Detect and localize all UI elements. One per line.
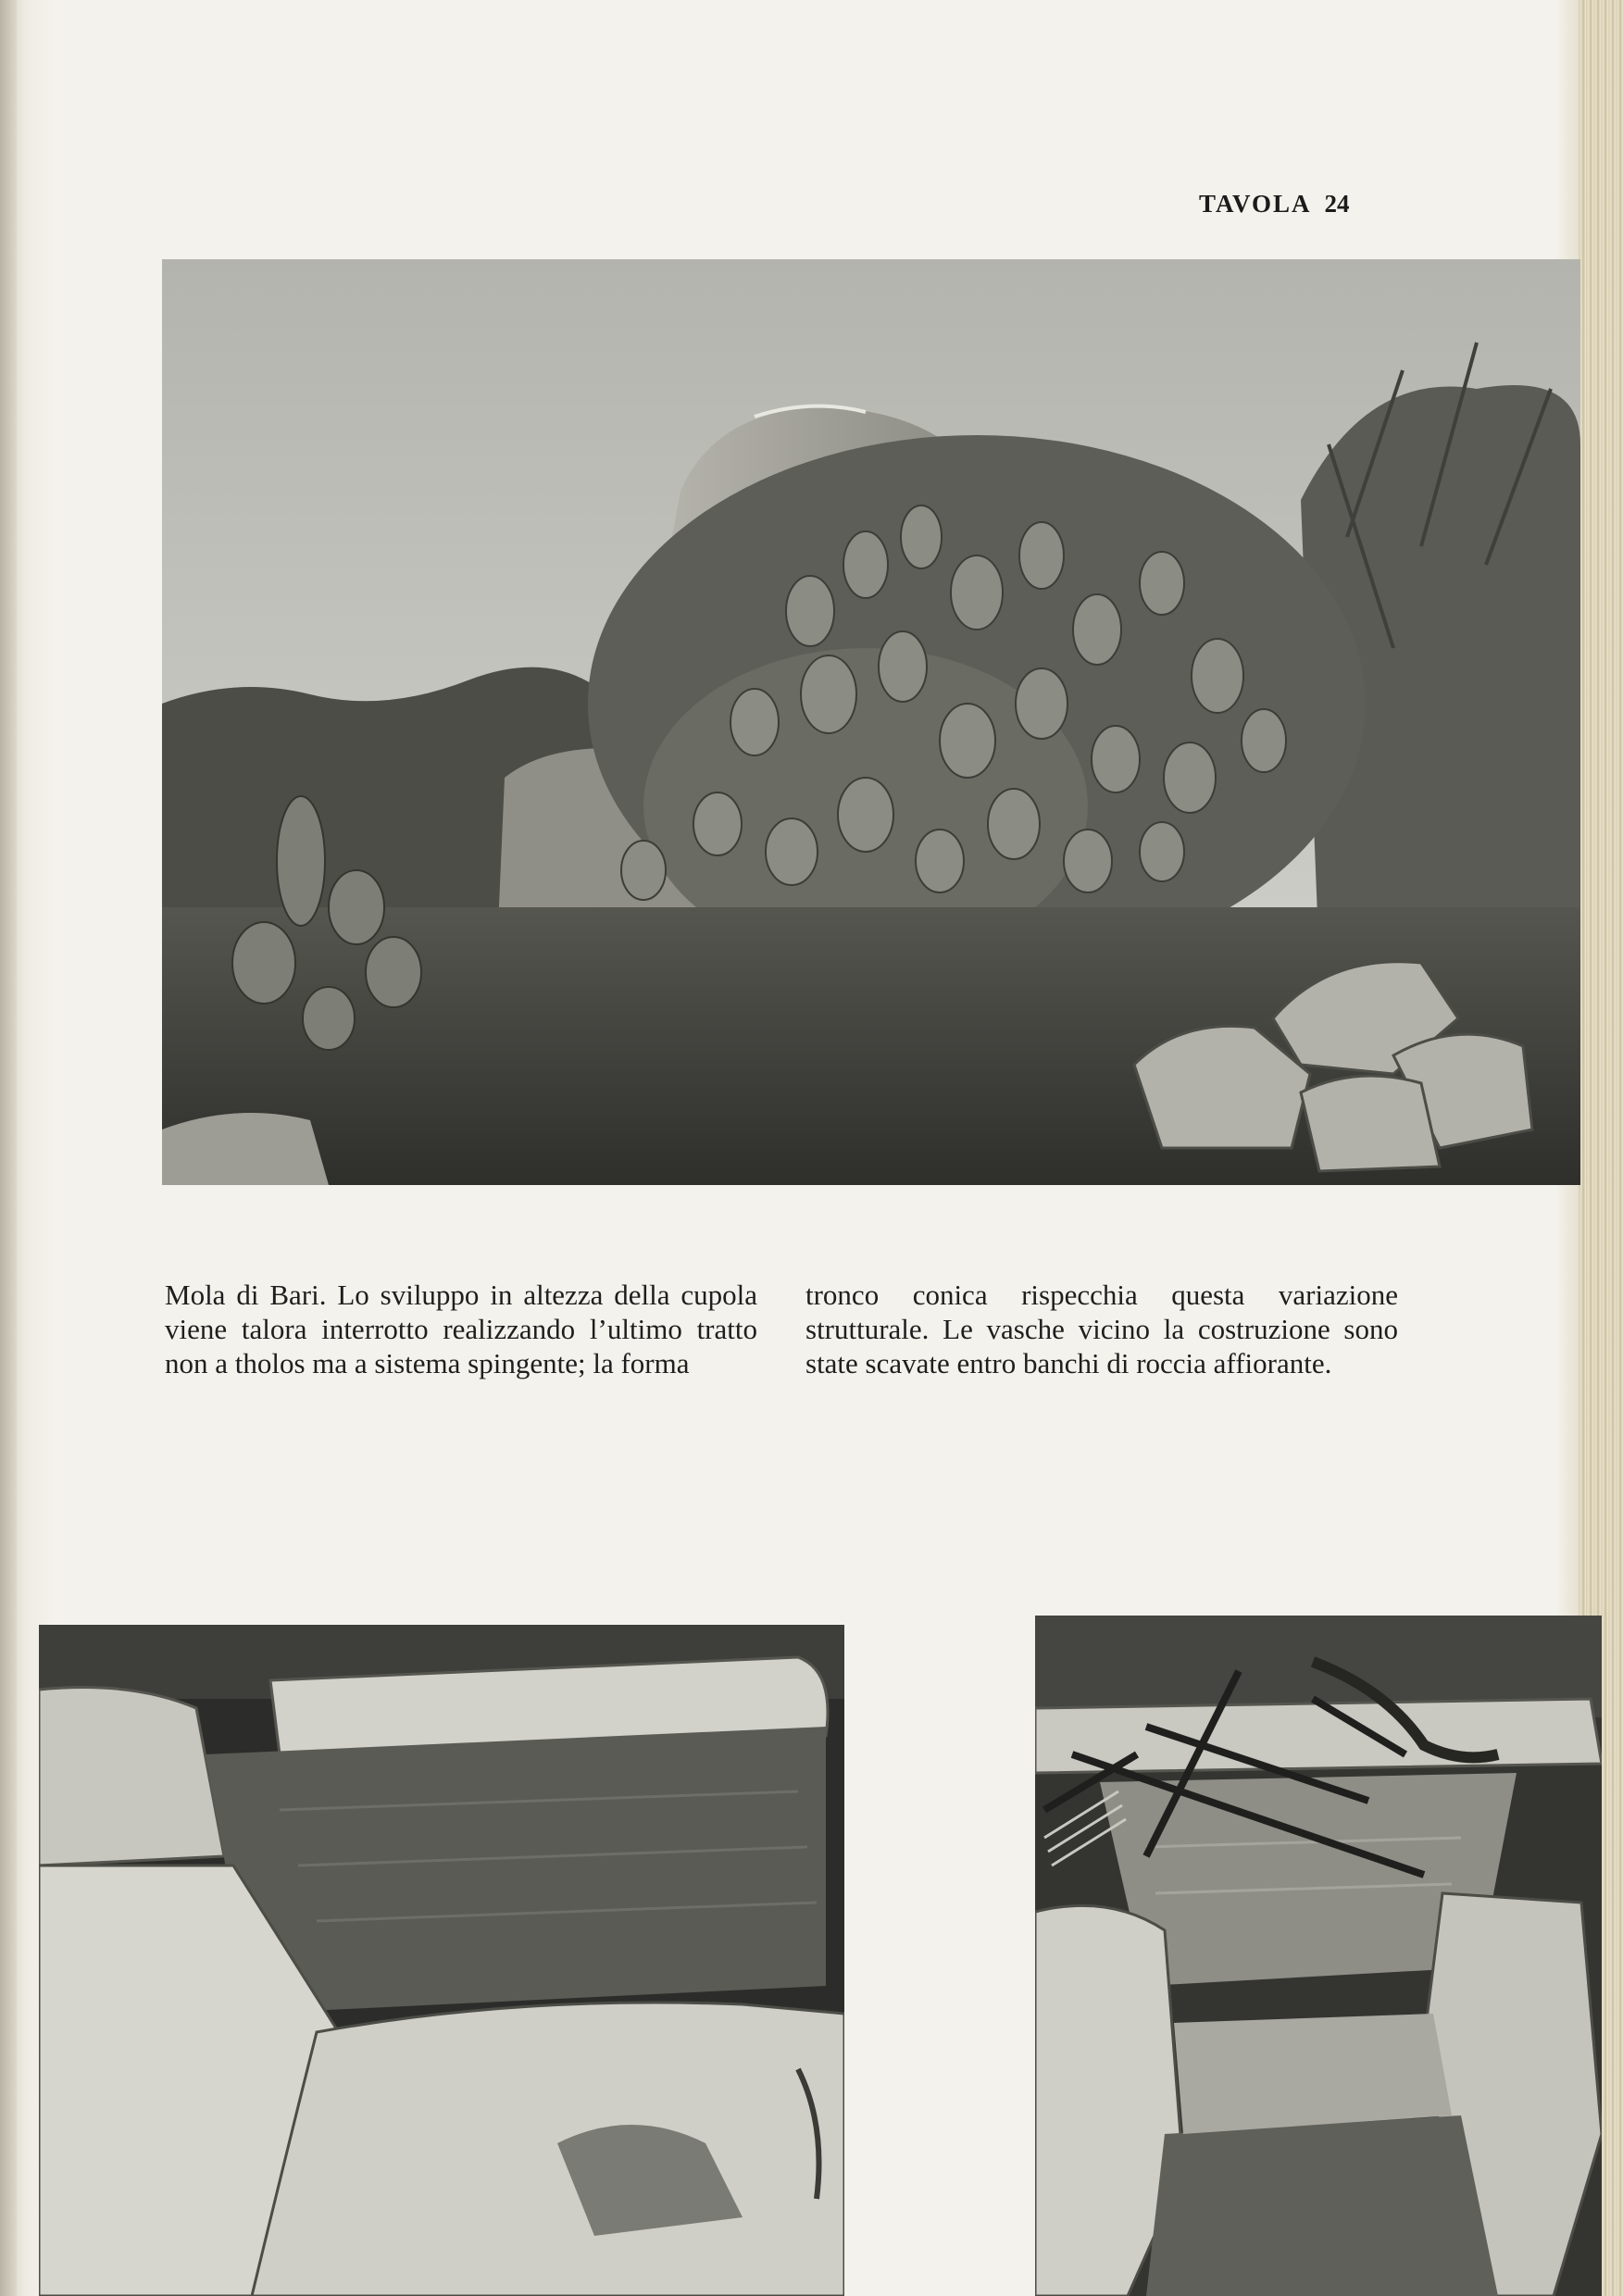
caption-right-column: tronco conica rispecchia questa variazione strutturale. Le vasche vicino la costruzione sono state scavate entro banchi di roccia affiorante.	[805, 1279, 1398, 1379]
plate-label	[1199, 190, 1350, 218]
book-binding	[0, 0, 17, 2296]
photo-basin-branches	[1035, 1616, 1602, 2296]
photo-trullo-cactus	[162, 259, 1580, 1185]
caption-left-column: Mola di Bari. Lo sviluppo in altezza della cupola viene talora interrotto realizzando l’ultimo tratto non a tholos ma a sistema spingente; la forma	[165, 1279, 757, 1379]
plate-number: 24	[1324, 190, 1350, 218]
photo-rock-basin	[39, 1625, 844, 2296]
photo-trullo-cactus-image	[162, 259, 1580, 1185]
photo-basin-branches-image	[1035, 1616, 1602, 2296]
photo-rock-basin-image	[39, 1625, 844, 2296]
plate-word: TAVOLA	[1199, 190, 1312, 218]
